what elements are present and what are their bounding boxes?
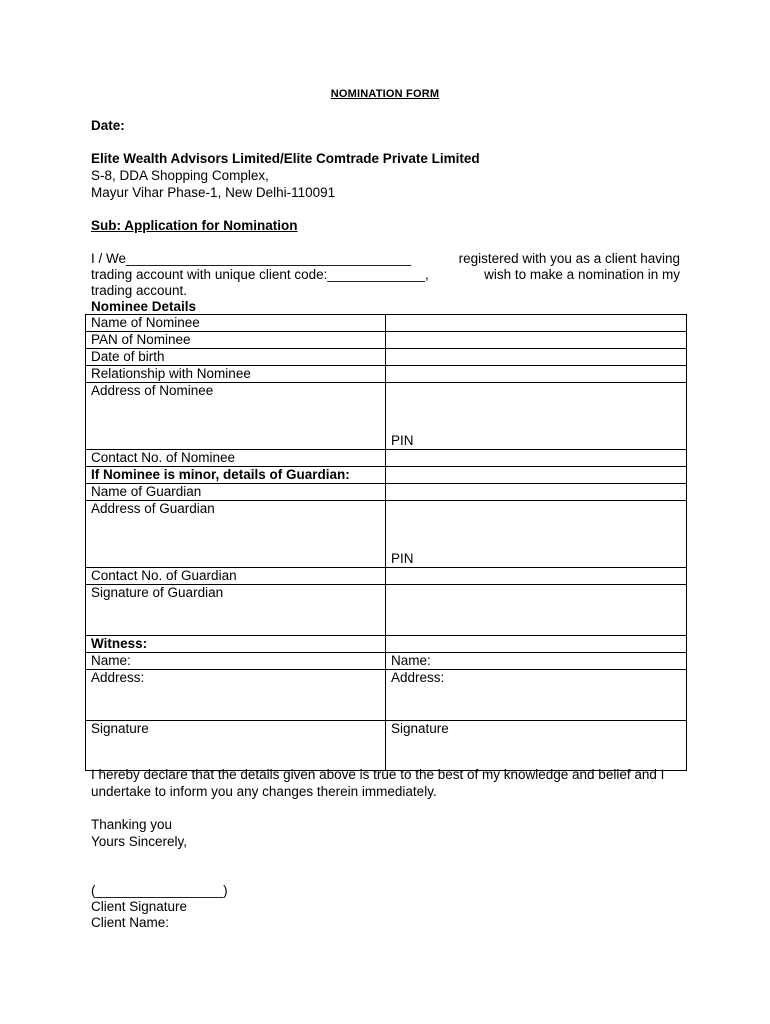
nominee-details-heading: Nominee Details <box>91 299 197 314</box>
company-address-line2: Mayur Vihar Phase-1, New Delhi-110091 <box>91 185 336 200</box>
contact-guardian-field[interactable] <box>386 568 687 585</box>
witness1-name-label[interactable]: Name: <box>86 653 386 670</box>
table-row <box>86 467 687 484</box>
table-row <box>86 636 687 653</box>
name-of-guardian-label: Name of Guardian <box>86 484 386 501</box>
name-of-nominee-label: Name of Nominee <box>86 315 386 332</box>
table-row <box>86 450 687 467</box>
witness1-signature-label[interactable]: Signature <box>86 721 386 771</box>
witness2-signature-label[interactable]: Signature <box>386 721 687 771</box>
table-row <box>86 366 687 383</box>
declaration-text: I hereby declare that the details given above is true to the best of my knowledge and belief and I undertake to inform you any changes therein immediately. <box>91 767 665 799</box>
client-signature-line[interactable]: (_________________) <box>91 883 228 898</box>
address-of-nominee-field[interactable] <box>386 383 687 450</box>
witness-heading-blank <box>386 636 687 653</box>
date-of-birth-label: Date of birth <box>86 349 386 366</box>
table-row <box>86 349 687 366</box>
intro-line3: trading account. <box>91 283 188 298</box>
intro-line2-right: wish to make a nomination in my <box>484 267 680 282</box>
company-name: Elite Wealth Advisors Limited/Elite Comtrade Private Limited <box>91 151 480 166</box>
guardian-heading-blank <box>386 467 687 484</box>
address-of-nominee-label: Address of Nominee <box>86 383 386 450</box>
table-row <box>86 670 687 721</box>
table-row <box>86 383 687 450</box>
table-row <box>86 501 687 568</box>
witness-heading: Witness: <box>86 636 386 653</box>
relationship-label: Relationship with Nominee <box>86 366 386 383</box>
table-row <box>86 332 687 349</box>
name-of-nominee-field[interactable] <box>386 315 687 332</box>
table-row <box>86 721 687 771</box>
intro-line1-left: I / We______________________________________ <box>91 251 412 266</box>
table-row <box>86 484 687 501</box>
date-of-birth-field[interactable] <box>386 349 687 366</box>
witness2-name-label[interactable]: Name: <box>386 653 687 670</box>
pin-label-nominee: PIN <box>391 433 414 448</box>
pan-of-nominee-label: PAN of Nominee <box>86 332 386 349</box>
table-row <box>86 315 687 332</box>
contact-guardian-label: Contact No. of Guardian <box>86 568 386 585</box>
signature-guardian-label: Signature of Guardian <box>86 585 386 636</box>
pan-of-nominee-field[interactable] <box>386 332 687 349</box>
witness1-address-label[interactable]: Address: <box>86 670 386 721</box>
signature-guardian-field[interactable] <box>386 585 687 636</box>
witness2-address-label[interactable]: Address: <box>386 670 687 721</box>
client-name-label: Client Name: <box>91 915 170 930</box>
date-label: Date: <box>91 118 125 133</box>
contact-nominee-field[interactable] <box>386 450 687 467</box>
nomination-table <box>85 314 687 771</box>
intro-line2-left: trading account with unique client code:_____________, <box>91 267 429 282</box>
contact-nominee-label: Contact No. of Nominee <box>86 450 386 467</box>
subject-line: Sub: Application for Nomination <box>91 218 298 233</box>
yours-sincerely-text: Yours Sincerely, <box>91 834 188 849</box>
thanking-text: Thanking you <box>91 817 173 832</box>
table-row <box>86 653 687 670</box>
form-title: NOMINATION FORM <box>330 88 440 100</box>
guardian-heading: If Nominee is minor, details of Guardian: <box>86 467 386 484</box>
company-address-line1: S-8, DDA Shopping Complex, <box>91 168 269 183</box>
intro-line1-right: registered with you as a client having <box>458 251 680 266</box>
pin-label-guardian: PIN <box>391 551 414 566</box>
name-of-guardian-field[interactable] <box>386 484 687 501</box>
address-of-guardian-field[interactable] <box>386 501 687 568</box>
table-row <box>86 568 687 585</box>
client-signature-label: Client Signature <box>91 899 188 914</box>
relationship-field[interactable] <box>386 366 687 383</box>
address-of-guardian-label: Address of Guardian <box>86 501 386 568</box>
table-row <box>86 585 687 636</box>
